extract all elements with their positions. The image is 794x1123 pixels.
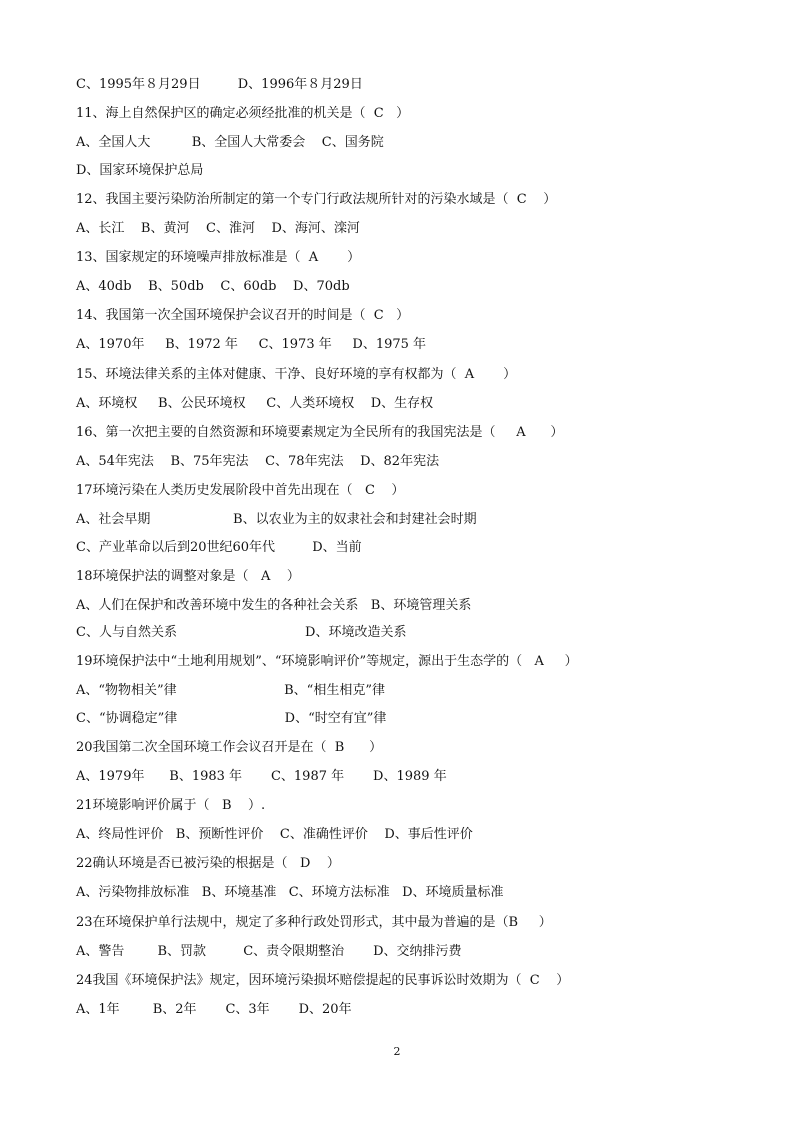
option-line: A、污染物排放标准 B、环境基准 C、环境方法标准 D、环境质量标准 (76, 885, 504, 900)
option-line: C、人与自然关系 D、环境改造关系 (76, 625, 407, 640)
option-line: A、40db B、50db C、60db D、70db (76, 279, 350, 294)
option-line: A、“物物相关”律 B、“相生相克”律 (76, 683, 385, 698)
option-line: C、产业革命以后到20世纪60年代 D、当前 (76, 540, 362, 555)
question-line: 18环境保护法的调整对象是（ A ） (76, 569, 300, 584)
question-line: 14、我国第一次全国环境保护会议召开的时间是（ C ） (76, 308, 410, 323)
option-line: A、1970年 B、1972 年 C、1973 年 D、1975 年 (76, 337, 427, 352)
question-line: 15、环境法律关系的主体对健康、干净、良好环境的享有权都为（ A ） (76, 367, 517, 382)
question-line: 19环境保护法中“土地利用规划”、“环境影响评价”等规定，源出于生态学的（ A ） (76, 654, 578, 669)
option-line: A、警告 B、罚款 C、责令限期整治 D、交纳排污费 (76, 944, 462, 959)
question-line: 11、海上自然保护区的确定必须经批准的机关是（ C ） (76, 106, 410, 121)
option-line: C、“协调稳定”律 D、“时空有宜”律 (76, 711, 387, 726)
question-line: 12、我国主要污染防治所制定的第一个专门行政法规所针对的污染水域是（ C ） (76, 192, 557, 207)
question-line: 22确认环境是否已被污染的根据是（ D ） (76, 856, 340, 871)
option-line: A、1年 B、2年 C、3年 D、20年 (76, 1002, 352, 1017)
page-number: 2 (393, 1045, 401, 1058)
option-line: A、社会早期 B、以农业为主的奴隶社会和封建社会时期 (76, 512, 477, 527)
question-line: 23在环境保护单行法规中，规定了多种行政处罚形式，其中最为普遍的是（B ） (76, 915, 552, 930)
option-line: A、全国人大 B、全国人大常委会 C、国务院 (76, 135, 384, 150)
option-line: A、1979年 B、1983 年 C、1987 年 D、1989 年 (76, 769, 447, 784)
question-line: 16、第一次把主要的自然资源和环境要素规定为全民所有的我国宪法是（ A ） (76, 425, 564, 440)
option-line: D、国家环境保护总局 (76, 163, 204, 178)
question-line: 17环境污染在人类历史发展阶段中首先出现在（ C ） (76, 483, 405, 498)
option-line: A、长江 B、黄河 C、淮河 D、海河、滦河 (76, 221, 360, 236)
option-line: A、环境权 B、公民环境权 C、人类环境权 D、生存权 (76, 396, 434, 411)
question-line: 21环境影响评价属于（ B ）. (76, 798, 266, 813)
text-line: C、1995年８月29日 D、1996年８月29日 (76, 77, 363, 92)
option-line: A、人们在保护和改善环境中发生的各种社会关系 B、环境管理关系 (76, 598, 472, 613)
option-line: A、54年宪法 B、75年宪法 C、78年宪法 D、82年宪法 (76, 454, 440, 469)
question-line: 13、国家规定的环境噪声排放标准是（ A ） (76, 250, 361, 265)
option-line: A、终局性评价 B、预断性评价 C、准确性评价 D、事后性评价 (76, 827, 473, 842)
question-line: 20我国第二次全国环境工作会议召开是在（ B ） (76, 740, 383, 755)
question-line: 24我国《环境保护法》规定，因环境污染损坏赔偿提起的民事诉讼时效期为（ C ） (76, 973, 570, 988)
